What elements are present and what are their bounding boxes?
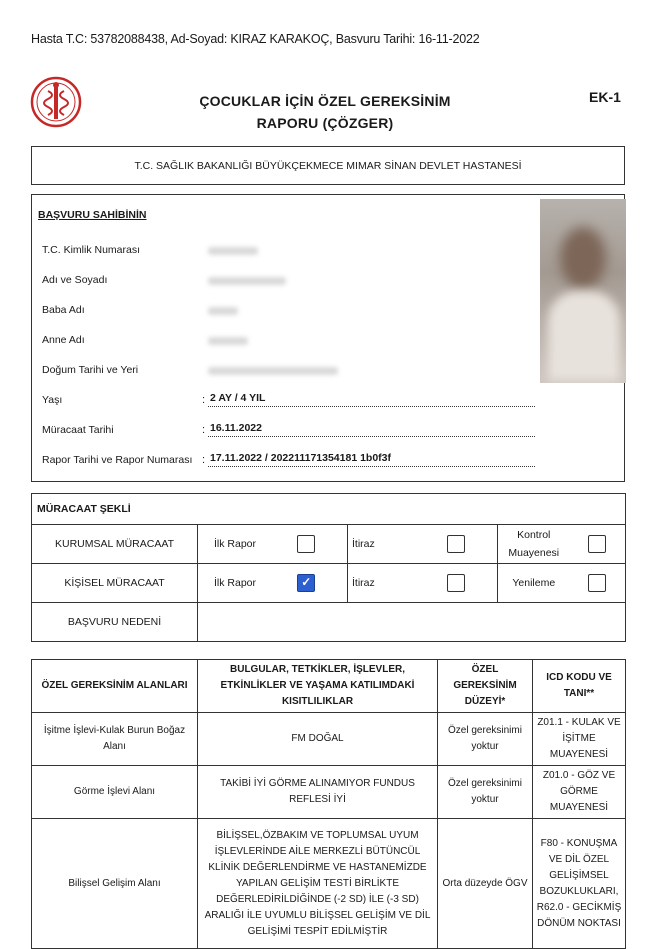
renewal-label: Yenileme [498, 564, 570, 603]
personal-first-report-checkbox[interactable] [266, 564, 348, 603]
field-label-age: Yaşı [42, 394, 63, 406]
annex-label: EK-1 [589, 89, 621, 105]
findings-cell: FM DOĞAL [198, 713, 438, 766]
report-title: ÇOCUKLAR İÇİN ÖZEL GEREKSİNİM RAPORU (ÇÖZGER) [199, 93, 451, 131]
redacted-value [208, 277, 286, 285]
redacted-value [208, 247, 258, 255]
dotted-line [208, 466, 535, 467]
colon: : [202, 394, 206, 406]
table-row [32, 713, 626, 766]
corporate-control-checkbox[interactable] [570, 525, 626, 564]
objection-label: İtiraz [348, 564, 416, 603]
col-header-findings: BULGULAR, TETKİKLER, İŞLEVLER, ETKİNLİKLER VE YAŞAMA KATILIMDAKİ KISITLILIKLAR [198, 660, 438, 713]
icd-cell: Z01.0 - GÖZ VE GÖRME MUAYENESİ [533, 766, 626, 819]
application-reason-label: BAŞVURU NEDENİ [32, 603, 198, 642]
findings-cell: TAKİBİ İYİ GÖRME ALINAMIYOR FUNDUS REFLESİ İYİ [198, 766, 438, 819]
redacted-value [208, 337, 248, 345]
field-label-birth: Doğum Tarihi ve Yeri [42, 364, 139, 376]
patient-header-line: Hasta T.C: 53782088438, Ad-Soyad: KIRAZ KARAKOÇ, Basvuru Tarihi: 16-11-2022 [31, 32, 480, 46]
level-cell: Özel gereksinimi yoktur [438, 713, 533, 766]
col-header-areas: ÖZEL GEREKSİNİM ALANLARI [32, 660, 198, 713]
level-cell: Orta düzeyde ÖGV [438, 819, 533, 949]
application-type-table [31, 493, 626, 642]
col-header-icd: ICD KODU VE TANI** [533, 660, 626, 713]
field-label-mother: Anne Adı [42, 334, 85, 346]
dotted-line [208, 406, 535, 407]
application-type-heading: MÜRACAAT ŞEKLİ [32, 494, 626, 525]
hospital-name: T.C. SAĞLIK BAKANLIĞI BÜYÜKÇEKMECE MIMAR SİNAN DEVLET HASTANESİ [31, 146, 625, 185]
check-mark-icon: ✓ [297, 574, 315, 592]
area-cell: Görme İşlevi Alanı [32, 766, 198, 819]
corporate-application-label: KURUMSAL MÜRACAAT [32, 525, 198, 564]
level-cell: Özel gereksinimi yoktur [438, 766, 533, 819]
field-label-father: Baba Adı [42, 304, 85, 316]
table-row [32, 819, 626, 949]
first-report-label: İlk Rapor [198, 525, 266, 564]
field-label-application-date: Müracaat Tarihi [42, 424, 114, 436]
icd-cell: Z01.1 - KULAK VE İŞİTME MUAYENESİ [533, 713, 626, 766]
control-exam-label: Kontrol Muayenesi [498, 525, 570, 564]
colon: : [202, 424, 206, 436]
age-value: 2 AY / 4 YIL [210, 392, 266, 404]
corporate-first-report-checkbox[interactable] [266, 525, 348, 564]
application-reason-value [198, 603, 626, 642]
redacted-value [208, 307, 238, 315]
corporate-objection-checkbox[interactable] [416, 525, 498, 564]
dotted-line [208, 436, 535, 437]
personal-renewal-checkbox[interactable] [570, 564, 626, 603]
icd-cell: F80 - KONUŞMA VE DİL ÖZEL GELİŞİMSEL BOZUKLUKLARI, R62.0 - GECİKMİŞ DÖNÜM NOKTASI [533, 819, 626, 949]
field-label-tc: T.C. Kimlik Numarası [42, 244, 141, 256]
area-cell: İşitme İşlevi-Kulak Burun Boğaz Alanı [32, 713, 198, 766]
table-row [32, 766, 626, 819]
application-date-value: 16.11.2022 [210, 422, 262, 434]
ministry-logo-icon [30, 67, 82, 137]
findings-cell: BİLİŞSEL,ÖZBAKIM VE TOPLUMSAL UYUM İŞLEVLERİNDE AİLE MERKEZLİ BÜTÜNCÜL KLİNİK DEĞERLENDİRME VE HASTANEMİZDE YAPILAN GELİŞİM TESTİ BİRLİKTE DEĞERLEDİRİLDİĞİNDE (-2 SD) İLE (-3 SD) ARALIĞI İLE UYUMLU BİLİŞSEL GELİŞİM VE DİL GELİŞİMİ TESPİT EDİLMİŞTİR [198, 819, 438, 949]
report-value: 17.11.2022 / 202211171354181 1b0f3f [210, 452, 392, 464]
personal-objection-checkbox[interactable] [416, 564, 498, 603]
field-label-name: Adı ve Soyadı [42, 274, 108, 286]
redacted-value [208, 367, 338, 375]
colon: : [202, 454, 206, 466]
first-report-label: İlk Rapor [198, 564, 266, 603]
field-label-report: Rapor Tarihi ve Rapor Numarası [42, 454, 193, 466]
col-header-level: ÖZEL GEREKSİNİM DÜZEYİ* [438, 660, 533, 713]
special-needs-table [31, 659, 626, 949]
objection-label: İtiraz [348, 525, 416, 564]
applicant-heading: BAŞVURU SAHİBİNİN [38, 209, 147, 221]
area-cell: Bilişsel Gelişim Alanı [32, 819, 198, 949]
applicant-section [31, 194, 625, 482]
applicant-photo [540, 199, 626, 383]
personal-application-label: KİŞİSEL MÜRACAAT [32, 564, 198, 603]
